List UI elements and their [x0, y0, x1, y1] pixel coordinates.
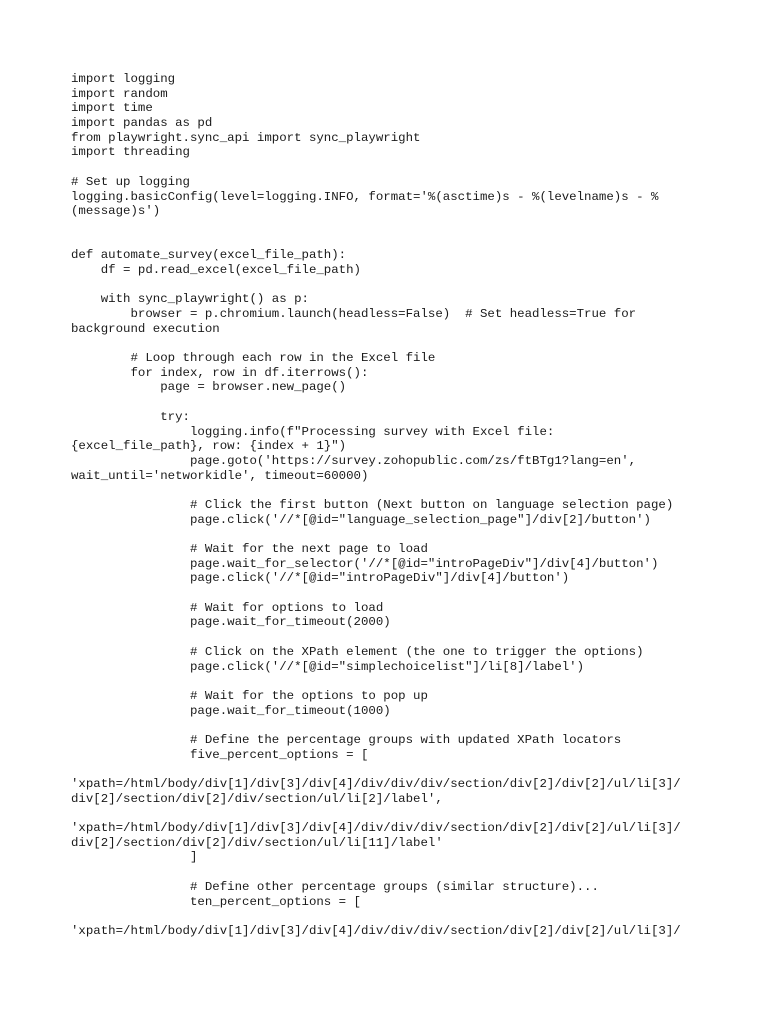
code-line: div[2]/section/div[2]/div/section/ul/li[11]/label' [71, 835, 443, 850]
code-line: page = browser.new_page() [71, 380, 347, 395]
code-line: logging.basicConfig(level=logging.INFO, format='%(asctime)s - %(levelname)s - % [71, 189, 659, 204]
code-line: five_percent_options = [ [71, 747, 369, 762]
code-line: page.wait_for_timeout(1000) [71, 703, 391, 718]
code-line [71, 909, 731, 924]
code-line [71, 483, 731, 498]
code-line [71, 278, 731, 293]
code-line [71, 630, 731, 645]
code-line: # Click on the XPath element (the one to trigger the options) [71, 644, 644, 659]
code-line: import threading [71, 145, 190, 160]
code-line: # Click the first button (Next button on language selection page) [71, 497, 674, 512]
code-line: import pandas as pd [71, 116, 213, 131]
code-line: 'xpath=/html/body/div[1]/div[3]/div[4]/div/div/div/section/div[2]/div[2]/ul/li[3]/ [71, 777, 681, 791]
code-line: page.wait_for_selector('//*[@id="introPageDiv"]/div[4]/button') [71, 556, 659, 571]
code-line: # Define the percentage groups with updated XPath locators [71, 732, 622, 747]
code-line [71, 586, 731, 601]
code-line: # Loop through each row in the Excel file [71, 351, 436, 366]
code-line [71, 865, 731, 880]
code-line [71, 527, 731, 542]
code-line [71, 336, 731, 351]
code-line [71, 674, 731, 689]
code-line: # Set up logging [71, 174, 190, 189]
code-line: df = pd.read_excel(excel_file_path) [71, 262, 361, 277]
code-line: page.wait_for_timeout(2000) [71, 615, 391, 630]
code-line: try: [71, 409, 190, 424]
code-line: import time [71, 101, 153, 116]
code-line: ten_percent_options = [ [71, 894, 361, 909]
code-line: logging.info(f"Processing survey with Excel file: [71, 424, 555, 439]
code-line [71, 762, 731, 777]
code-line [71, 718, 731, 733]
code-listing [71, 72, 731, 939]
code-line [71, 806, 731, 821]
code-line: page.click('//*[@id="introPageDiv"]/div[4]/button') [71, 571, 570, 586]
code-line [71, 219, 731, 234]
code-line: page.click('//*[@id="simplechoicelist"]/li[8]/label') [71, 659, 585, 674]
code-line [71, 234, 731, 249]
code-line: import logging [71, 72, 176, 86]
code-line: # Wait for options to load [71, 600, 384, 615]
code-line [71, 160, 731, 175]
code-line: import random [71, 86, 168, 101]
code-line: (message)s') [71, 204, 161, 219]
code-line: background execution [71, 321, 220, 336]
code-line: page.goto('https://survey.zohopublic.com/zs/ftBTg1?lang=en', [71, 453, 637, 468]
code-line: # Define other percentage groups (similar structure)... [71, 879, 599, 894]
code-line: div[2]/section/div[2]/div/section/ul/li[2]/label', [71, 791, 443, 806]
code-line: page.click('//*[@id="language_selection_page"]/div[2]/button') [71, 512, 651, 527]
code-line: 'xpath=/html/body/div[1]/div[3]/div[4]/div/div/div/section/div[2]/div[2]/ul/li[3]/ [71, 923, 681, 938]
code-line: 'xpath=/html/body/div[1]/div[3]/div[4]/div/div/div/section/div[2]/div[2]/ul/li[3]/ [71, 821, 681, 836]
code-line: ] [71, 850, 198, 865]
code-line: def automate_survey(excel_file_path): [71, 248, 347, 263]
code-line: # Wait for the options to pop up [71, 688, 428, 703]
code-line: {excel_file_path}, row: {index + 1}") [71, 439, 347, 454]
code-line: # Wait for the next page to load [71, 542, 428, 556]
code-line: wait_until='networkidle', timeout=60000) [71, 468, 369, 483]
code-line: from playwright.sync_api import sync_playwright [71, 130, 421, 145]
code-line: for index, row in df.iterrows(): [71, 365, 369, 380]
code-line: browser = p.chromium.launch(headless=False) # Set headless=True for [71, 307, 637, 321]
code-line: with sync_playwright() as p: [71, 292, 309, 307]
code-line [71, 395, 731, 410]
